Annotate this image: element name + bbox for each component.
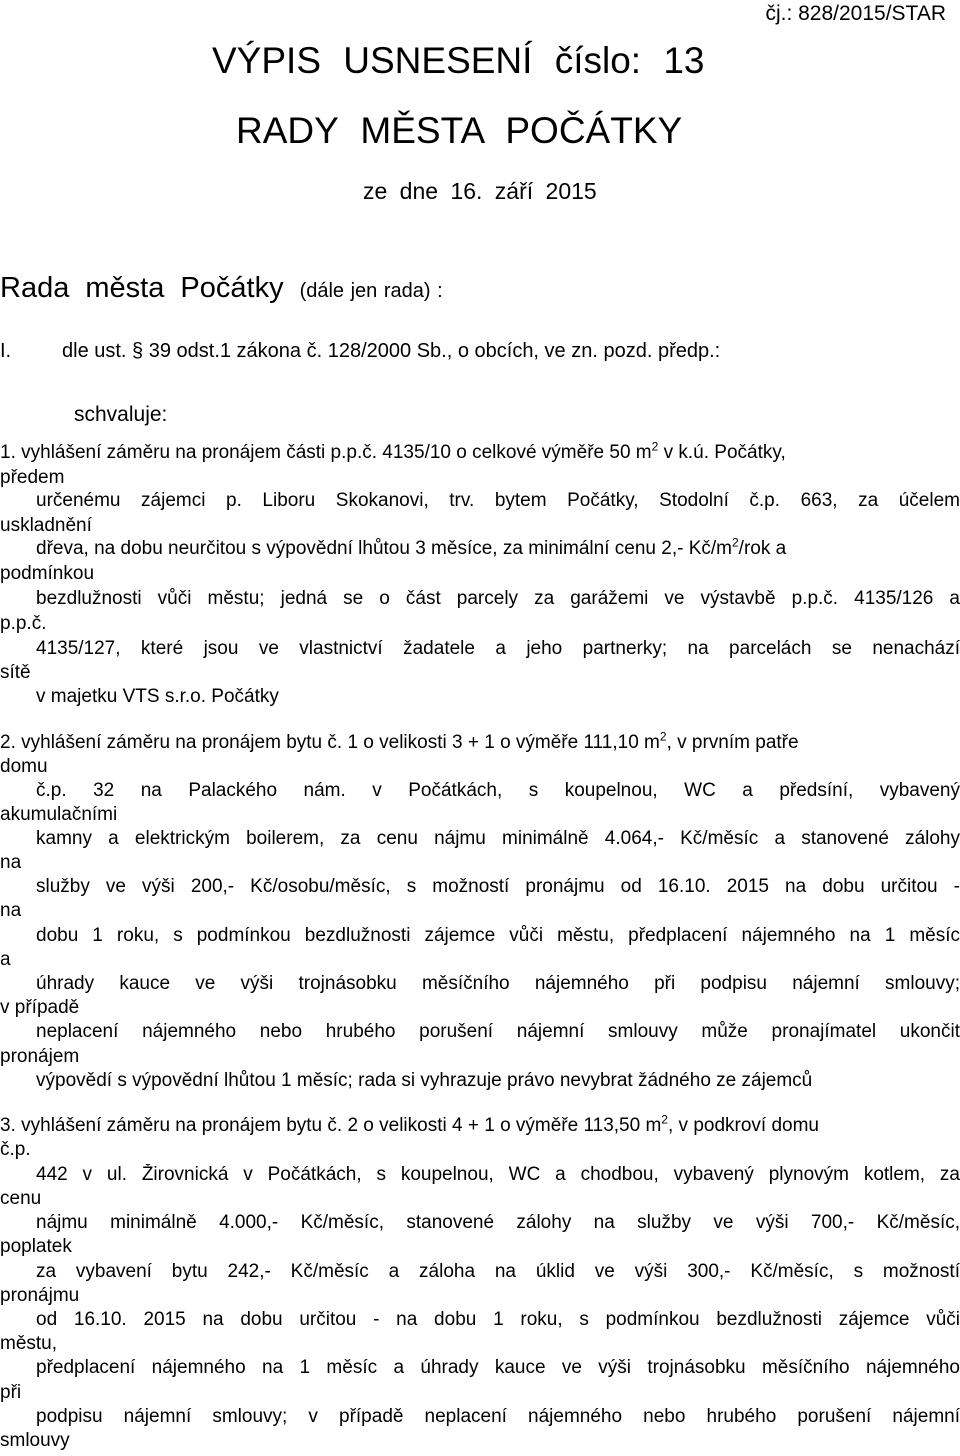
approves-heading: schvaluje: <box>74 403 168 426</box>
item2-line4: služby ve výši 200,- Kč/osobu/měsíc, s možností pronájmu od 16.10. 2015 na dobu určitou - <box>36 876 960 897</box>
item3-wrap1: č.p. <box>0 1139 31 1160</box>
item2-wrap5: a <box>0 949 11 970</box>
item2-wrap4: na <box>0 900 22 921</box>
item1-line1: 1. vyhlášení záměru na pronájem části p.p.č. 4135/10 o celkové výměře 50 $m^2$ v k.ú. Počátky, <box>0 439 786 463</box>
item3-wrap6: při <box>0 1382 22 1403</box>
item1-line3: dřeva, na dobu neurčitou s výpovědní lhůtou 3 měsíce, za minimální cenu 2,- $Kč/m^2$/rok a <box>36 535 787 559</box>
item2-line8: výpovědí s výpovědní lhůtou 1 měsíc; rada si vyhrazuje právo nevybrat žádného ze zájemců <box>36 1070 813 1091</box>
item3-wrap4: pronájmu <box>0 1285 80 1306</box>
item1-line6: v majetku VTS s.r.o. Počátky <box>36 686 279 707</box>
item2-wrap2: akumulačními <box>0 804 118 825</box>
council-heading <box>0 272 443 305</box>
item3-line6: předplacení nájemného na 1 měsíc a úhrady kauce ve výši trojnásobku měsíčního nájemného <box>36 1357 960 1378</box>
item3-wrap5: městu, <box>0 1333 58 1354</box>
item1-line5: 4135/127, které jsou ve vlastnictví žadatele a jeho partnerky; na parcelách se nenachází <box>36 638 960 659</box>
item2-line5: dobu 1 roku, s podmínkou bezdlužnosti zájemce vůči městu, předplacení nájemného na 1 měsíc <box>36 925 960 946</box>
item2-line3: kamny a elektrickým boilerem, za cenu nájmu minimálně 4.064,- Kč/měsíc a stanovené zálohy <box>36 828 960 849</box>
document-date: ze dne 16. září 2015 <box>363 178 597 204</box>
item1-wrap1: předem <box>0 467 65 488</box>
council-note: (dále jen rada) : <box>299 280 443 302</box>
item3-wrap2: cenu <box>0 1188 42 1209</box>
item1-wrap4: p.p.č. <box>0 613 47 634</box>
item2-wrap6: v případě <box>0 997 80 1018</box>
item2-line1: 2. vyhlášení záměru na pronájem bytu č. 1 o velikosti 3 + 1 o výměře 111,10 $m^2$, v prvním patře <box>0 729 799 753</box>
section-number: I. <box>0 340 12 362</box>
item3-line2: 442 v ul. Žirovnická v Počátkách, s koupelnou, WC a chodbou, vybavený plynovým kotlem, za <box>36 1164 960 1185</box>
item2-wrap1: domu <box>0 756 48 777</box>
item1-wrap5: sítě <box>0 662 31 683</box>
document-title: VÝPIS USNESENÍ číslo: 13 <box>212 40 705 81</box>
item1-line4: bezdlužnosti vůči městu; jedná se o část parcely za garážemi ve výstavbě p.p.č. 4135/126 a <box>36 588 960 609</box>
item2-wrap7: pronájem <box>0 1046 80 1067</box>
item1-wrap2: uskladnění <box>0 515 92 536</box>
item3-wrap3: poplatek <box>0 1236 72 1257</box>
legal-basis: dle ust. § 39 odst.1 zákona č. 128/2000 Sb., o obcích, ve zn. pozd. předp.: <box>62 340 721 362</box>
item3-line4: za vybavení bytu 242,- Kč/měsíc a záloha na úklid ve výši 300,- Kč/měsíc, s možností <box>36 1261 960 1282</box>
item3-line7: podpisu nájemní smlouvy; v případě neplacení nájemného nebo hrubého porušení nájemní <box>36 1406 960 1427</box>
item2-wrap3: na <box>0 852 22 873</box>
item1-line2: určenému zájemci p. Liboru Skokanovi, trv. bytem Počátky, Stodolní č.p. 663, za účelem <box>36 490 960 511</box>
item3-line5: od 16.10. 2015 na dobu určitou - na dobu 1 roku, s podmínkou bezdlužnosti zájemce vůči <box>36 1309 960 1330</box>
council-name: Rada města Počátky <box>0 272 284 304</box>
item2-line6: úhrady kauce ve výši trojnásobku měsíčního nájemného při podpisu nájemní smlouvy; <box>36 973 960 994</box>
item1-wrap3: podmínkou <box>0 563 95 584</box>
item3-wrap7: smlouvy <box>0 1430 70 1451</box>
item2-line2: č.p. 32 na Palackého nám. v Počátkách, s koupelnou, WC a předsíní, vybavený <box>36 780 960 801</box>
item3-line1: 3. vyhlášení záměru na pronájem bytu č. 2 o velikosti 4 + 1 o výměře 113,50 $m^2$, v podkroví domu <box>0 1112 820 1136</box>
item2-line7: neplacení nájemného nebo hrubého porušení nájemní smlouvy může pronajímatel ukončit <box>36 1021 960 1042</box>
item3-line3: nájmu minimálně 4.000,- Kč/měsíc, stanovené zálohy na služby ve výši 700,- Kč/měsíc, <box>36 1212 960 1233</box>
reference-number: čj.: 828/2015/STAR <box>765 2 946 25</box>
document-subtitle: RADY MĚSTA POČÁTKY <box>236 110 683 151</box>
